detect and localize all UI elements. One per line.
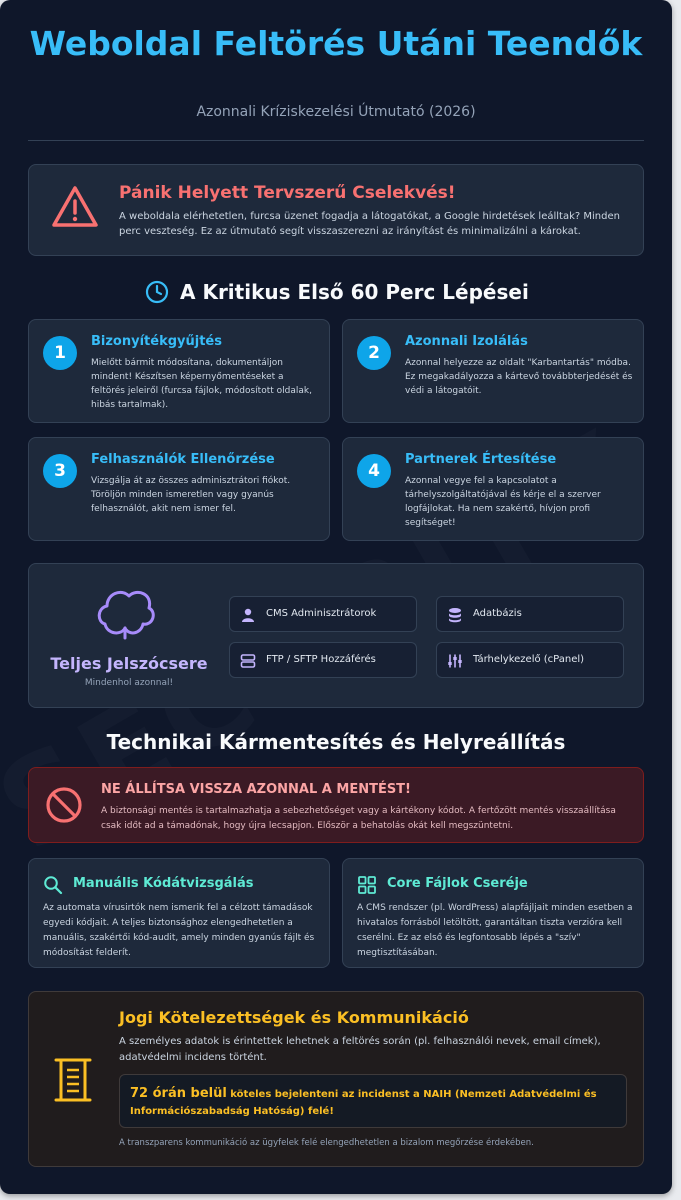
legal-highlight xyxy=(130,1085,620,1120)
first60-heading: A Kritikus Első 60 Perc Lépései xyxy=(180,280,529,304)
step-card-4 xyxy=(342,437,644,541)
step-title: Partnerek Értesítése xyxy=(405,452,557,467)
step-title: Bizonyítékgyűjtés xyxy=(91,334,222,349)
step-card-2 xyxy=(342,319,644,423)
warning-title: NE ÁLLÍTSA VISSZA AZONNAL A MENTÉST! xyxy=(101,782,411,797)
clock-icon xyxy=(145,280,169,304)
step-text: Azonnal vegye fel a kapcsolatot a tárhelyszolgáltatójával és kérje el a szerver logfájlokat. Ha nem szakértő, hívjon profi segítséget! xyxy=(405,476,601,528)
warning-text: A biztonsági mentés is tartalmazhatja a sebezhetőséget vagy a kártékony kódot. A fertőzött mentés visszaállítása csak időt ad a támadónak, hogy újra lecsapjon. Először a behatolás okát kell megszüntetni. xyxy=(101,806,616,831)
password-item-database xyxy=(436,596,624,632)
password-item-cpanel xyxy=(436,642,624,678)
password-item-label: FTP / SFTP Hozzáférés xyxy=(266,654,376,665)
password-item-label: Tárhelykezelő (cPanel) xyxy=(473,654,585,665)
legal-highlight-text: köteles bejelenteni az incidenst a NAIH (Nemzeti Adatvédelmi és Információszabadság Hatóság) felé! xyxy=(130,1089,597,1117)
password-title: Teljes Jelszócsere xyxy=(50,654,208,673)
step-number: 2 xyxy=(357,336,391,370)
step-title: Azonnali Izolálás xyxy=(405,334,528,349)
legal-highlight-deadline: 72 órán belül xyxy=(130,1086,227,1101)
page-subtitle: Azonnali Kríziskezelési Útmutató (2026) xyxy=(196,104,476,120)
step-text: Mielőtt bármit módosítana, dokumentáljon mindent! Készítsen képernyőmentéseket a feltörés jeleiről (furcsa fájlok, módosított oldalak, hibás tartalmak). xyxy=(91,358,312,410)
password-item-ftp xyxy=(229,642,417,678)
legal-footer: A transzparens kommunikáció az ügyfelek felé elengedhetetlen a bizalom megőrzése érdekében. xyxy=(119,1138,534,1148)
cloud-icon xyxy=(95,584,159,640)
panic-text: A weboldala elérhetetlen, furcsa üzenet fogadja a látogatókat, a Google hirdetések leálltak? Minden perc veszteség. Ez az útmutató segít visszaszerezni az irányítást és minimalizálni a károkat. xyxy=(119,211,620,237)
tech-card-core-files xyxy=(342,858,644,968)
password-item-label: CMS Adminisztrátorok xyxy=(266,608,377,619)
database-icon xyxy=(447,607,463,623)
tech-title: Manuális Kódátvizsgálás xyxy=(73,876,254,891)
server-icon xyxy=(240,653,256,669)
step-text: Vizsgálja át az összes adminisztrátori fiókot. Töröljön minden ismeretlen vagy gyanús felhasználót, akit nem ismer fel. xyxy=(91,476,291,514)
divider xyxy=(28,140,644,141)
prohibited-icon xyxy=(45,786,83,824)
password-item-label: Adatbázis xyxy=(473,608,522,619)
technical-heading: Technikai Kármentesítés és Helyreállítás xyxy=(106,730,566,754)
legal-title: Jogi Kötelezettségek és Kommunikáció xyxy=(119,1008,469,1027)
warning-card xyxy=(28,767,644,843)
panic-title: Pánik Helyett Tervszerű Cselekvés! xyxy=(119,183,456,203)
document-icon xyxy=(53,1056,93,1104)
warning-triangle-icon xyxy=(51,185,99,229)
legal-card xyxy=(28,991,644,1167)
step-text: Azonnal helyezze az oldalt "Karbantartás" módba. Ez megakadályozza a kártevő továbbterjedését és védi a látogatóit. xyxy=(405,358,633,396)
password-item-cms xyxy=(229,596,417,632)
step-number: 3 xyxy=(43,454,77,488)
tech-text: A CMS rendszer (pl. WordPress) alapfájljait minden esetben a hivatalos forrásból letöltött, garantáltan tiszta verzióra kell cserélni. Ez az első és legfontosabb lépés a "szív" megtisztításában. xyxy=(357,903,633,958)
step-card-3 xyxy=(28,437,330,541)
tech-title: Core Fájlok Cseréje xyxy=(387,876,528,891)
sliders-icon xyxy=(447,653,463,669)
tech-card-code-review xyxy=(28,858,330,968)
grid-icon xyxy=(357,875,377,895)
password-card xyxy=(28,563,644,708)
step-number: 4 xyxy=(357,454,391,488)
tech-text: Az automata vírusirtók nem ismerik fel a célzott támadások egyedi kódjait. A teljes biztonsághoz elengedhetetlen a manuális, szakértői kód-audit, amely minden gyanús fájlt és módosítást felderít. xyxy=(43,903,315,958)
user-icon xyxy=(240,607,256,623)
search-icon xyxy=(43,875,63,895)
step-card-1 xyxy=(28,319,330,423)
password-subtitle: Mindenhol azonnal! xyxy=(84,678,174,688)
legal-highlight-box xyxy=(119,1074,627,1128)
step-number: 1 xyxy=(43,336,77,370)
page-title: Weboldal Feltörés Utáni Teendők xyxy=(29,24,643,63)
panic-card xyxy=(28,164,644,256)
step-title: Felhasználók Ellenőrzése xyxy=(91,452,275,467)
legal-text: A személyes adatok is érintettek lehetnek a feltörés során (pl. felhasználói nevek, email címek), adatvédelmi incidens történt. xyxy=(119,1036,601,1063)
